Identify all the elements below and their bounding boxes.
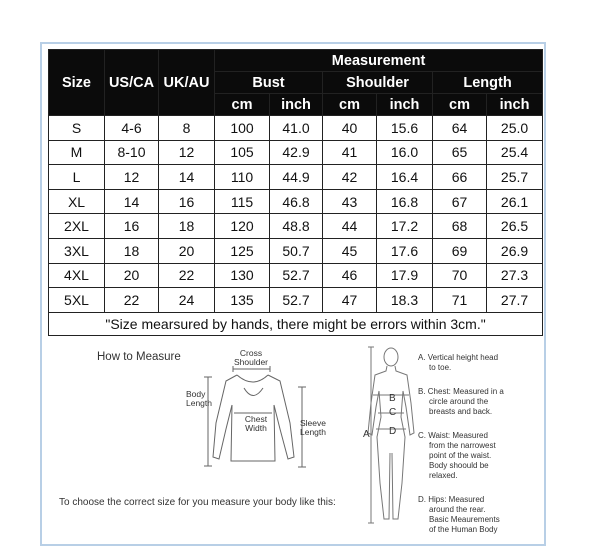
cell-uk: 18 — [159, 214, 215, 239]
figure-label-b: B — [389, 393, 396, 404]
how-to-measure-panel — [48, 333, 542, 541]
size-note: "Size mearsured by hands, there might be errors within 3cm." — [49, 312, 543, 335]
cell-length-cm: 70 — [433, 263, 487, 288]
cell-us: 22 — [105, 288, 159, 313]
cell-shoulder-cm: 41 — [323, 140, 377, 165]
cell-bust-inch: 50.7 — [270, 238, 323, 263]
cell-length-cm: 71 — [433, 288, 487, 313]
cell-shoulder-inch: 17.6 — [377, 238, 433, 263]
cell-shoulder-cm: 43 — [323, 189, 377, 214]
cell-length-inch: 26.1 — [487, 189, 543, 214]
legend-c-line-1: C. Waist: Measured — [418, 431, 488, 440]
cell-us: 8-10 — [105, 140, 159, 165]
cell-length-inch: 27.7 — [487, 288, 543, 313]
cell-length-inch: 25.4 — [487, 140, 543, 165]
cell-length-cm: 68 — [433, 214, 487, 239]
cell-uk: 24 — [159, 288, 215, 313]
cell-bust-inch: 48.8 — [270, 214, 323, 239]
cell-bust-cm: 125 — [215, 238, 270, 263]
chest-width-label-2: Width — [245, 423, 267, 433]
cell-bust-inch: 46.8 — [270, 189, 323, 214]
header-us-ca: US/CA — [105, 50, 159, 116]
cell-us: 12 — [105, 165, 159, 190]
header-uk-au: UK/AU — [159, 50, 215, 116]
cell-shoulder-inch: 16.0 — [377, 140, 433, 165]
cell-shoulder-cm: 46 — [323, 263, 377, 288]
cell-shoulder-inch: 16.4 — [377, 165, 433, 190]
header-bust: Bust — [215, 72, 323, 94]
body-length-label-2: Length — [186, 398, 212, 408]
instruction-text: To choose the correct size for you measure your body like this: — [59, 497, 336, 508]
table-row — [49, 116, 543, 141]
header-bust-inch: inch — [270, 94, 323, 116]
size-chart-table — [48, 49, 543, 336]
cell-length-inch: 25.0 — [487, 116, 543, 141]
chest-width-label-1: Chest — [244, 414, 268, 424]
cell-size: 3XL — [49, 238, 105, 263]
cell-bust-cm: 115 — [215, 189, 270, 214]
table-row — [49, 214, 543, 239]
cell-bust-inch: 52.7 — [270, 263, 323, 288]
cell-length-cm: 64 — [433, 116, 487, 141]
cell-shoulder-cm: 42 — [323, 165, 377, 190]
table-row — [49, 189, 543, 214]
legend-c-line-4: Body shoould be — [429, 461, 489, 470]
cell-shoulder-cm: 40 — [323, 116, 377, 141]
how-to-measure-title: How to Measure — [97, 351, 181, 363]
table-row — [49, 288, 543, 313]
cell-shoulder-inch: 17.9 — [377, 263, 433, 288]
cell-bust-cm: 100 — [215, 116, 270, 141]
cell-length-cm: 66 — [433, 165, 487, 190]
cell-uk: 12 — [159, 140, 215, 165]
cell-bust-cm: 105 — [215, 140, 270, 165]
cell-size: XL — [49, 189, 105, 214]
cell-us: 4-6 — [105, 116, 159, 141]
cell-bust-inch: 52.7 — [270, 288, 323, 313]
measurement-legend — [418, 353, 504, 534]
cell-us: 16 — [105, 214, 159, 239]
sleeve-length-label-2: Length — [300, 427, 326, 437]
legend-d-line-1: D. Hips: Measured — [418, 495, 485, 504]
cell-length-inch: 26.9 — [487, 238, 543, 263]
cell-length-inch: 27.3 — [487, 263, 543, 288]
legend-b-line-1: B. Chest: Measured in a — [418, 387, 504, 396]
legend-c-line-5: relaxed. — [429, 471, 458, 480]
header-length-cm: cm — [433, 94, 487, 116]
cell-length-cm: 65 — [433, 140, 487, 165]
figure-label-c: C — [389, 407, 397, 418]
cell-uk: 22 — [159, 263, 215, 288]
cell-size: 5XL — [49, 288, 105, 313]
figure-label-a: A — [363, 429, 370, 440]
table-row — [49, 263, 543, 288]
legend-d-line-4: of the Human Body — [429, 525, 498, 534]
header-size: Size — [49, 50, 105, 116]
header-shoulder-cm: cm — [323, 94, 377, 116]
cell-length-cm: 69 — [433, 238, 487, 263]
body-length-label-1: Body — [186, 389, 206, 399]
cell-bust-cm: 135 — [215, 288, 270, 313]
cell-shoulder-cm: 45 — [323, 238, 377, 263]
legend-c-line-3: point of the waist. — [429, 451, 492, 460]
header-bust-cm: cm — [215, 94, 270, 116]
cell-bust-cm: 110 — [215, 165, 270, 190]
cell-uk: 20 — [159, 238, 215, 263]
cell-size: 4XL — [49, 263, 105, 288]
header-length-inch: inch — [487, 94, 543, 116]
cell-shoulder-inch: 15.6 — [377, 116, 433, 141]
table-row — [49, 140, 543, 165]
legend-d-line-3: Basic Meaurements — [429, 515, 500, 524]
cell-bust-inch: 44.9 — [270, 165, 323, 190]
cell-shoulder-cm: 44 — [323, 214, 377, 239]
table-row — [49, 238, 543, 263]
cell-shoulder-inch: 16.8 — [377, 189, 433, 214]
cell-us: 18 — [105, 238, 159, 263]
cell-size: S — [49, 116, 105, 141]
cross-shoulder-label-2: Shoulder — [233, 357, 269, 367]
cell-shoulder-inch: 17.2 — [377, 214, 433, 239]
cell-length-inch: 25.7 — [487, 165, 543, 190]
cross-shoulder-label-1: Cross — [239, 348, 263, 358]
table-row — [49, 165, 543, 190]
cell-us: 14 — [105, 189, 159, 214]
cell-size: M — [49, 140, 105, 165]
legend-a-line-2: to toe. — [429, 363, 452, 372]
cell-size: L — [49, 165, 105, 190]
cell-uk: 16 — [159, 189, 215, 214]
cell-us: 20 — [105, 263, 159, 288]
cell-shoulder-cm: 47 — [323, 288, 377, 313]
figure-label-d: D — [389, 426, 397, 437]
cell-bust-inch: 41.0 — [270, 116, 323, 141]
legend-b-line-2: circle around the — [429, 397, 489, 406]
sleeve-length-label-1: Sleeve — [300, 418, 326, 428]
cell-uk: 8 — [159, 116, 215, 141]
cell-bust-cm: 130 — [215, 263, 270, 288]
cell-size: 2XL — [49, 214, 105, 239]
legend-d-line-2: around the rear. — [429, 505, 486, 514]
cell-shoulder-inch: 18.3 — [377, 288, 433, 313]
header-shoulder: Shoulder — [323, 72, 433, 94]
legend-a-line-1: A. Vertical height head — [418, 353, 499, 362]
cell-length-cm: 67 — [433, 189, 487, 214]
cell-uk: 14 — [159, 165, 215, 190]
header-shoulder-inch: inch — [377, 94, 433, 116]
cell-length-inch: 26.5 — [487, 214, 543, 239]
cell-bust-inch: 42.9 — [270, 140, 323, 165]
cell-bust-cm: 120 — [215, 214, 270, 239]
header-measurement: Measurement — [215, 50, 543, 72]
header-length: Length — [433, 72, 543, 94]
legend-c-line-2: from the narrowest — [429, 441, 496, 450]
legend-b-line-3: breasts and back. — [429, 407, 493, 416]
